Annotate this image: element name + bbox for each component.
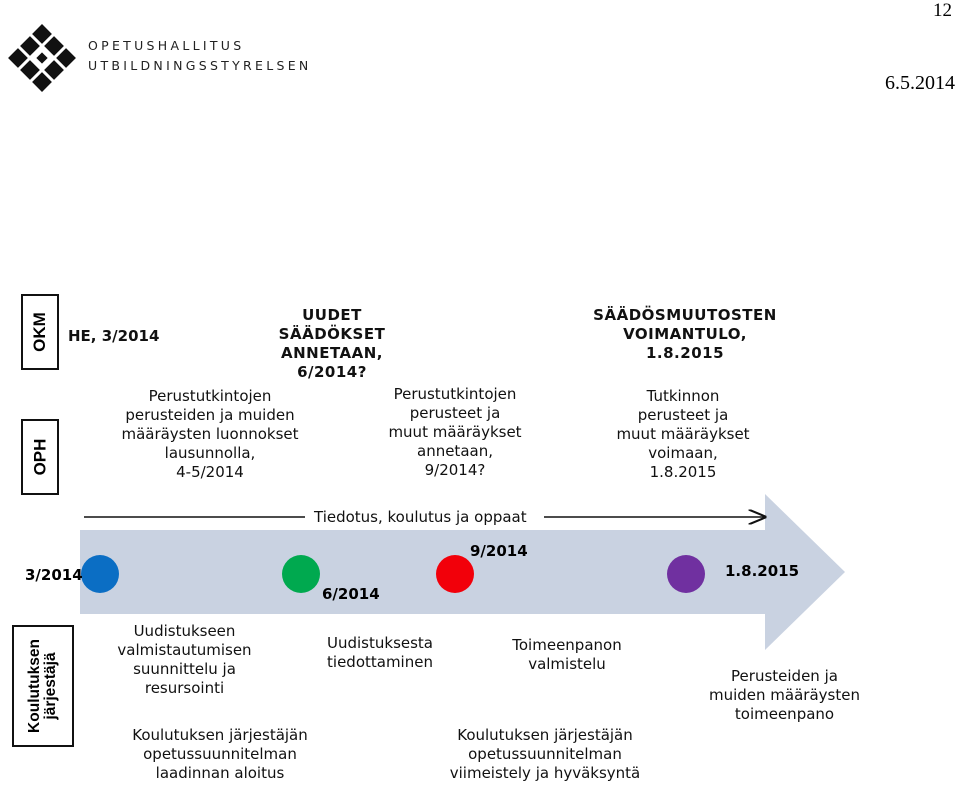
milestone-label-9-2014: 9/2014 <box>470 542 528 560</box>
toimeenpanon-valmistelu-text: Toimeenpanon valmistelu <box>512 636 622 673</box>
ops-hyvaksynta-text: Koulutuksen järjestäjän opetussuunnitelman viimeistely ja hyväksyntä <box>449 726 641 782</box>
row-label-koulutuksen-jarjestaja: Koulutuksen järjestäjä <box>12 625 74 747</box>
milestone-dot-3-2014 <box>81 555 119 593</box>
logo-text-swedish: UTBILDNINGSSTYRELSEN <box>88 58 312 73</box>
milestone-dot-9-2014 <box>436 555 474 593</box>
tiedottaminen-text: Uudistuksesta tiedottaminen <box>327 634 433 671</box>
valmistautuminen-text: Uudistukseen valmistautumisen suunnittelu ja resursointi <box>117 622 252 697</box>
ops-aloitus-text: Koulutuksen järjestäjän opetussuunnitelman laadinnan aloitus <box>132 726 308 782</box>
row-label-oph: OPH <box>21 419 59 495</box>
perusteet-annetaan-text: Perustutkintojen perusteet ja muut määräykset annetaan, 9/2014? <box>388 385 522 479</box>
milestone-label-6-2014: 6/2014 <box>322 585 380 603</box>
luonnokset-lausunnolla-text: Perustutkintojen perusteiden ja muiden määräysten luonnokset lausunnolla, 4-5/2014 <box>121 387 299 481</box>
milestone-dot-1-8-2015 <box>667 555 705 593</box>
milestone-label-3-2014: 3/2014 <box>25 566 83 584</box>
he-label: HE, 3/2014 <box>68 327 160 345</box>
milestone-label-1-8-2015: 1.8.2015 <box>725 562 800 580</box>
toimeenpano-text: Perusteiden ja muiden määräysten toimeenpano <box>709 667 860 723</box>
perusteet-voimaan-text: Tutkinnon perusteet ja muut määräykset voimaan, 1.8.2015 <box>616 387 750 481</box>
tiedotus-koulutus-oppaat-label: Tiedotus, koulutus ja oppaat <box>314 508 527 526</box>
uudet-saadokset-label: UUDET SÄÄDÖKSET ANNETAAN, 6/2014? <box>278 306 386 381</box>
saadosmuutosten-voimantulo-label: SÄÄDÖSMUUTOSTEN VOIMANTULO, 1.8.2015 <box>593 306 777 362</box>
row-label-okm: OKM <box>21 294 59 370</box>
logo-text-finnish: OPETUSHALLITUS <box>88 38 245 53</box>
page-number: 12 <box>933 0 952 21</box>
slide-date: 6.5.2014 <box>885 72 955 94</box>
milestone-dot-6-2014 <box>282 555 320 593</box>
